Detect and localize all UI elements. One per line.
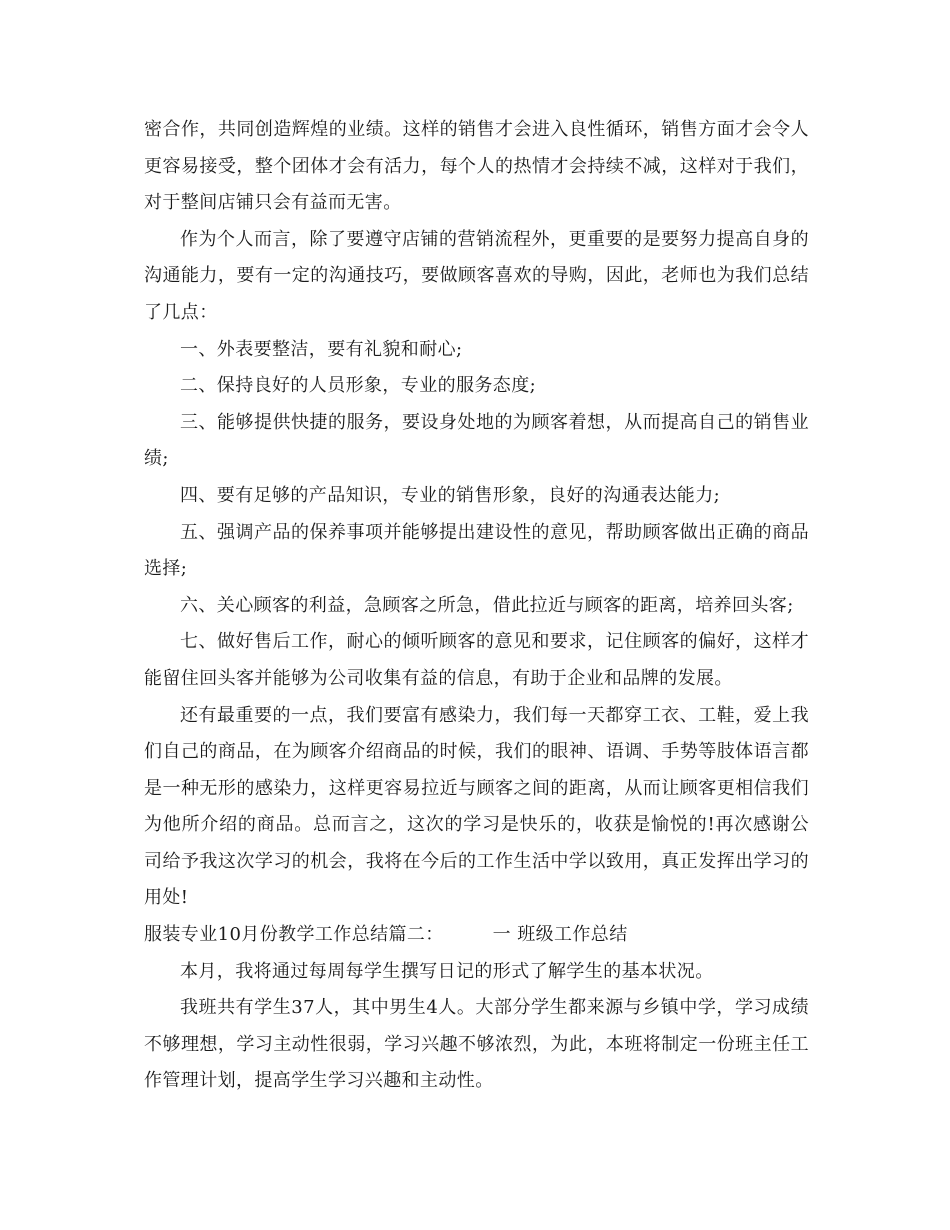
list-item: 四、要有足够的产品知识，专业的销售形象，良好的沟通表达能力; xyxy=(180,484,721,506)
list-item: 七、做好售后工作，耐心的倾听顾客的意见和要求，记住顾客的偏好，这样才能留住回头客并能够为公司收集有益的信息，有助于企业和品牌的发展。 xyxy=(144,631,809,689)
paragraph: 密合作，共同创造辉煌的业绩。这样的销售才会进入良性循环，销售方面才会令人更容易接受，整个团体才会有活力，每个人的热情才会持续不减，这样对于我们，对于整间店铺只会有益而无害。 xyxy=(144,119,809,214)
list-item: 二、保持良好的人员形象，专业的服务态度; xyxy=(180,375,537,397)
document-body xyxy=(144,112,809,1100)
list-item: 三、能够提供快捷的服务，要设身处地的为顾客着想，从而提高自己的销售业绩; xyxy=(144,411,809,470)
list-item: 一、外表要整洁，要有礼貌和耐心; xyxy=(180,338,463,360)
paragraph: 作为个人而言，除了要遵守店铺的营销流程外，更重要的是要努力提高自身的沟通能力，要有一定的沟通技巧，要做顾客喜欢的导购，因此，老师也为我们总结了几点： xyxy=(144,228,809,323)
section-heading: 服装专业10月份教学工作总结篇二： 一 班级工作总结 xyxy=(144,924,628,946)
list-item: 六、关心顾客的利益，急顾客之所急，借此拉近与顾客的距离，培养回头客; xyxy=(180,594,794,616)
list-item: 五、强调产品的保养事项并能够提出建设性的意见，帮助顾客做出正确的商品选择; xyxy=(144,521,809,580)
paragraph: 本月，我将通过每周每学生撰写日记的形式了解学生的基本状况。 xyxy=(180,960,714,982)
paragraph: 我班共有学生37人，其中男生4人。大部分学生都来源与乡镇中学，学习成绩不够理想，学习主动性很弱，学习兴趣不够浓烈，为此，本班将制定一份班主任工作管理计划，提高学生学习兴趣和主动性。 xyxy=(144,997,809,1092)
paragraph: 还有最重要的一点，我们要富有感染力，我们每一天都穿工衣、工鞋，爱上我们自己的商品，在为顾客介绍商品的时候，我们的眼神、语调、手势等肢体语言都是一种无形的感染力，这样更容易拉近与顾客之间的距离，从而让顾客更相信我们为他所介绍的商品。总而言之，这次的学习是快乐的，收获是愉悦的!再次感谢公司给予我这次学习的机会，我将在今后的工作生活中学以致用，真正发挥出学习的用处! xyxy=(144,704,809,909)
